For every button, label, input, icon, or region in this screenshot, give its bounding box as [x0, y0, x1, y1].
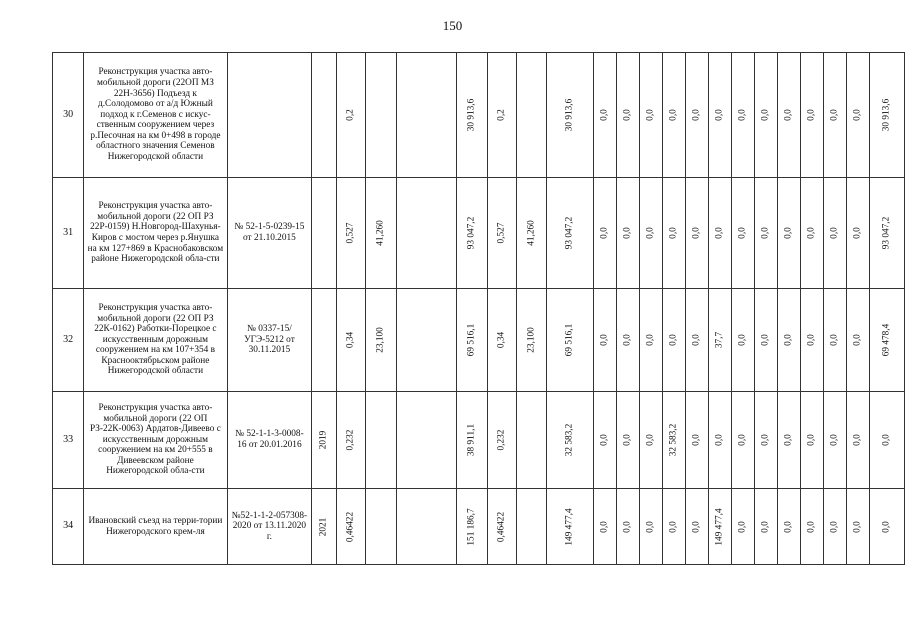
- value-cell: [487, 289, 516, 392]
- value-cell: [870, 489, 905, 565]
- value-cell: [516, 489, 547, 565]
- value-cell: [731, 489, 754, 565]
- cell-value: 151 186,7: [466, 507, 477, 546]
- expertise-document: № 52-1-5-0239-15 от 21.10.2015: [227, 178, 311, 289]
- value-cell: [708, 289, 731, 392]
- row-number: 31: [53, 178, 84, 289]
- row-number: 30: [53, 53, 84, 178]
- value-cell: [754, 489, 777, 565]
- value-cell: [457, 392, 488, 489]
- value-cell: [708, 392, 731, 489]
- cell-value: 0,0: [852, 520, 863, 533]
- cell-value: 0,0: [599, 334, 610, 346]
- cell-value: 0,0: [645, 434, 656, 446]
- value-cell: [778, 53, 801, 178]
- value-cell: [616, 53, 639, 178]
- value-cell: [457, 489, 488, 565]
- cell-value: 93 047,2: [881, 216, 892, 250]
- cell-value: 0,0: [737, 109, 748, 121]
- value-cell: [708, 53, 731, 178]
- cell-value: 0,0: [881, 434, 892, 446]
- value-cell: [487, 489, 516, 565]
- cell-value: 0,0: [737, 334, 748, 346]
- cell-value: 0,46422: [345, 511, 356, 542]
- value-cell: [801, 392, 824, 489]
- cell-value: 0,0: [806, 520, 817, 533]
- cell-value: 0,0: [691, 109, 702, 121]
- cell-value: 0,0: [783, 227, 794, 239]
- cell-value: 0,0: [645, 227, 656, 239]
- cell-value: 23,100: [526, 327, 537, 353]
- value-cell: [685, 178, 708, 289]
- value-cell: [778, 489, 801, 565]
- cell-value: 0,0: [783, 434, 794, 446]
- project-name: Реконструкция участка авто-мобильной дороги (22 ОП РЗ 22Р-0159) Н.Новгород-Шахунья-Киров с мостом через р.Янушка на км 127+869 в Краснобаковском районе Нижегородской обла-сти: [84, 178, 228, 289]
- value-cell: [365, 489, 396, 565]
- value-cell: [824, 489, 847, 565]
- cell-value: 0,0: [737, 520, 748, 533]
- cell-value: 0,0: [599, 227, 610, 239]
- cell-value: 30 913,6: [881, 98, 892, 132]
- value-cell: [396, 489, 456, 565]
- cell-value: 0,0: [760, 434, 771, 446]
- cell-value: 149 477,4: [564, 507, 575, 546]
- value-cell: [312, 289, 337, 392]
- cell-value: 0,0: [852, 227, 863, 239]
- cell-value: 0,0: [645, 520, 656, 533]
- cell-value: 0,0: [668, 520, 679, 533]
- cell-value: 0,0: [737, 227, 748, 239]
- cell-value: 0,0: [806, 434, 817, 446]
- project-name: Ивановский съезд на терри-тории Нижегородского крем-ля: [84, 489, 228, 565]
- value-cell: [778, 178, 801, 289]
- cell-value: 0,0: [645, 334, 656, 346]
- value-cell: [824, 392, 847, 489]
- cell-value: 0,0: [806, 109, 817, 121]
- value-cell: [731, 392, 754, 489]
- value-cell: [337, 53, 366, 178]
- cell-value: 0,46422: [496, 511, 507, 542]
- value-cell: [662, 289, 685, 392]
- cell-value: 0,0: [760, 109, 771, 121]
- page-number: 150: [442, 18, 463, 33]
- value-cell: [312, 489, 337, 565]
- value-cell: [396, 53, 456, 178]
- value-cell: [516, 392, 547, 489]
- value-cell: [778, 392, 801, 489]
- value-cell: [457, 53, 488, 178]
- value-cell: [337, 392, 366, 489]
- cell-value: 0,0: [829, 520, 840, 533]
- cell-value: 0,0: [852, 434, 863, 446]
- value-cell: [396, 178, 456, 289]
- value-cell: [847, 178, 870, 289]
- cell-value: 23,100: [375, 327, 386, 353]
- value-cell: [754, 289, 777, 392]
- cell-value: 0,0: [668, 227, 679, 239]
- cell-value: 41,260: [375, 220, 386, 246]
- row-number: 32: [53, 289, 84, 392]
- value-cell: [337, 289, 366, 392]
- value-cell: [731, 289, 754, 392]
- value-cell: [616, 178, 639, 289]
- cell-value: 0,0: [783, 520, 794, 533]
- value-cell: [847, 289, 870, 392]
- value-cell: [801, 178, 824, 289]
- cell-value: 0,0: [599, 109, 610, 121]
- value-cell: [616, 489, 639, 565]
- cell-value: 0,0: [622, 227, 633, 239]
- value-cell: [731, 53, 754, 178]
- cell-value: 0,0: [714, 227, 725, 239]
- cell-value: 0,0: [829, 227, 840, 239]
- cell-value: 30 913,6: [564, 98, 575, 132]
- cell-value: 69 516,1: [466, 323, 477, 357]
- value-cell: [870, 178, 905, 289]
- value-cell: [824, 53, 847, 178]
- cell-value: 0,0: [806, 334, 817, 346]
- value-cell: [365, 392, 396, 489]
- value-cell: [593, 489, 616, 565]
- project-name: Реконструкция участка авто-мобильной дороги (22 ОП РЗ 22К-0162) Работки-Порецкое с искусственным дорожным сооружением на км 107+354 в Краснооктябрьском районе Нижегородской области: [84, 289, 228, 392]
- value-cell: [487, 392, 516, 489]
- cell-value: 149 477,4: [714, 507, 725, 546]
- cell-value: 32 583,2: [564, 423, 575, 457]
- table-row: [53, 289, 905, 392]
- value-cell: [365, 178, 396, 289]
- value-cell: [639, 53, 662, 178]
- cell-value: 0,0: [783, 334, 794, 346]
- value-cell: [337, 489, 366, 565]
- value-cell: [824, 289, 847, 392]
- row-number: 33: [53, 392, 84, 489]
- value-cell: [639, 392, 662, 489]
- value-cell: [593, 392, 616, 489]
- cell-value: 37,7: [714, 331, 725, 349]
- value-cell: [824, 178, 847, 289]
- table-row: [53, 53, 905, 178]
- project-name: Реконструкция участка авто-мобильной дороги (22 ОП РЗ-22К-0063) Ардатов-Дивеево с искусственным дорожным сооружением на км 20+555 в Дивеевском районе Нижегородской обла-сти: [84, 392, 228, 489]
- value-cell: [593, 178, 616, 289]
- cell-value: 0,34: [496, 331, 507, 349]
- cell-value: 0,0: [881, 520, 892, 533]
- value-cell: [396, 392, 456, 489]
- cell-value: 0,0: [622, 520, 633, 533]
- expertise-document: [227, 53, 311, 178]
- value-cell: [754, 53, 777, 178]
- value-cell: [312, 392, 337, 489]
- expertise-document: № 52-1-1-3-0008-16 от 20.01.2016: [227, 392, 311, 489]
- value-cell: [516, 178, 547, 289]
- cell-value: 0,0: [599, 520, 610, 533]
- cell-value: 0,0: [852, 109, 863, 121]
- cell-value: 30 913,6: [466, 98, 477, 132]
- value-cell: [547, 178, 593, 289]
- value-cell: [801, 489, 824, 565]
- value-cell: [847, 53, 870, 178]
- cell-value: 0,0: [760, 520, 771, 533]
- value-cell: [662, 53, 685, 178]
- value-cell: [593, 53, 616, 178]
- value-cell: [457, 289, 488, 392]
- cell-value: 0,527: [345, 222, 356, 244]
- cell-value: 0,2: [345, 109, 356, 121]
- cell-value: 0,0: [668, 334, 679, 346]
- value-cell: [457, 178, 488, 289]
- value-cell: [662, 392, 685, 489]
- value-cell: [312, 178, 337, 289]
- value-cell: [847, 489, 870, 565]
- value-cell: [847, 392, 870, 489]
- value-cell: [365, 289, 396, 392]
- cell-value: 0,0: [760, 227, 771, 239]
- value-cell: [685, 53, 708, 178]
- cell-value: 0,2: [496, 109, 507, 121]
- value-cell: [662, 489, 685, 565]
- value-cell: [593, 289, 616, 392]
- cell-value: 0,0: [852, 334, 863, 346]
- value-cell: [547, 289, 593, 392]
- value-cell: [708, 178, 731, 289]
- cell-value: 0,0: [806, 227, 817, 239]
- cell-value: 0,0: [714, 434, 725, 446]
- cell-value: 69 478,4: [881, 323, 892, 357]
- value-cell: [337, 178, 366, 289]
- cell-value: 0,0: [668, 109, 679, 121]
- project-name: Реконструкция участка авто-мобильной дороги (22ОП МЗ 22Н-3656) Подъезд к д.Солодомово от а/д Южный подход к г.Семенов с искус-ственным сооружением через р.Песочная на км 0+498 в городе областного значения Семенов Нижегородской области: [84, 53, 228, 178]
- value-cell: [547, 489, 593, 565]
- value-cell: [870, 289, 905, 392]
- cell-value: 0,0: [691, 334, 702, 346]
- cell-value: 69 516,1: [564, 323, 575, 357]
- cell-value: 2021: [318, 517, 329, 536]
- cell-value: 0,0: [622, 109, 633, 121]
- value-cell: [487, 53, 516, 178]
- value-cell: [639, 489, 662, 565]
- value-cell: [616, 392, 639, 489]
- value-cell: [870, 392, 905, 489]
- cell-value: 32 583,2: [668, 423, 679, 457]
- value-cell: [547, 53, 593, 178]
- cell-value: 38 911,1: [466, 423, 477, 457]
- value-cell: [731, 178, 754, 289]
- value-cell: [487, 178, 516, 289]
- table-row: [53, 178, 905, 289]
- value-cell: [365, 53, 396, 178]
- value-cell: [685, 392, 708, 489]
- expertise-document: №52-1-1-2-057308-2020 от 13.11.2020 г.: [227, 489, 311, 565]
- value-cell: [639, 178, 662, 289]
- value-cell: [616, 289, 639, 392]
- value-cell: [754, 178, 777, 289]
- cell-value: 0,34: [345, 331, 356, 349]
- value-cell: [662, 178, 685, 289]
- cell-value: 93 047,2: [564, 216, 575, 250]
- cell-value: 0,0: [829, 109, 840, 121]
- value-cell: [516, 53, 547, 178]
- expertise-document: № 0337-15/УГЭ-5212 от 30.11.2015: [227, 289, 311, 392]
- cell-value: 0,0: [783, 109, 794, 121]
- cell-value: 0,0: [714, 109, 725, 121]
- value-cell: [685, 289, 708, 392]
- value-cell: [312, 53, 337, 178]
- table-row: [53, 392, 905, 489]
- value-cell: [685, 489, 708, 565]
- cell-value: 0,0: [737, 434, 748, 446]
- cell-value: 0,0: [645, 109, 656, 121]
- cell-value: 0,527: [496, 222, 507, 244]
- projects-table: [52, 52, 905, 565]
- value-cell: [801, 289, 824, 392]
- cell-value: 0,232: [496, 429, 507, 451]
- cell-value: 0,0: [691, 520, 702, 533]
- value-cell: [396, 289, 456, 392]
- row-number: 34: [53, 489, 84, 565]
- cell-value: 0,0: [829, 334, 840, 346]
- cell-value: 0,0: [691, 434, 702, 446]
- cell-value: 0,0: [691, 227, 702, 239]
- cell-value: 0,0: [760, 334, 771, 346]
- cell-value: 0,0: [829, 434, 840, 446]
- value-cell: [516, 289, 547, 392]
- value-cell: [801, 53, 824, 178]
- cell-value: 41,260: [526, 220, 537, 246]
- cell-value: 0,0: [622, 334, 633, 346]
- value-cell: [547, 392, 593, 489]
- value-cell: [708, 489, 731, 565]
- value-cell: [639, 289, 662, 392]
- value-cell: [754, 392, 777, 489]
- cell-value: 93 047,2: [466, 216, 477, 250]
- cell-value: 0,232: [345, 429, 356, 451]
- cell-value: 0,0: [599, 434, 610, 446]
- value-cell: [870, 53, 905, 178]
- cell-value: 0,0: [622, 434, 633, 446]
- table-row: [53, 489, 905, 565]
- cell-value: 2019: [318, 430, 329, 450]
- value-cell: [778, 289, 801, 392]
